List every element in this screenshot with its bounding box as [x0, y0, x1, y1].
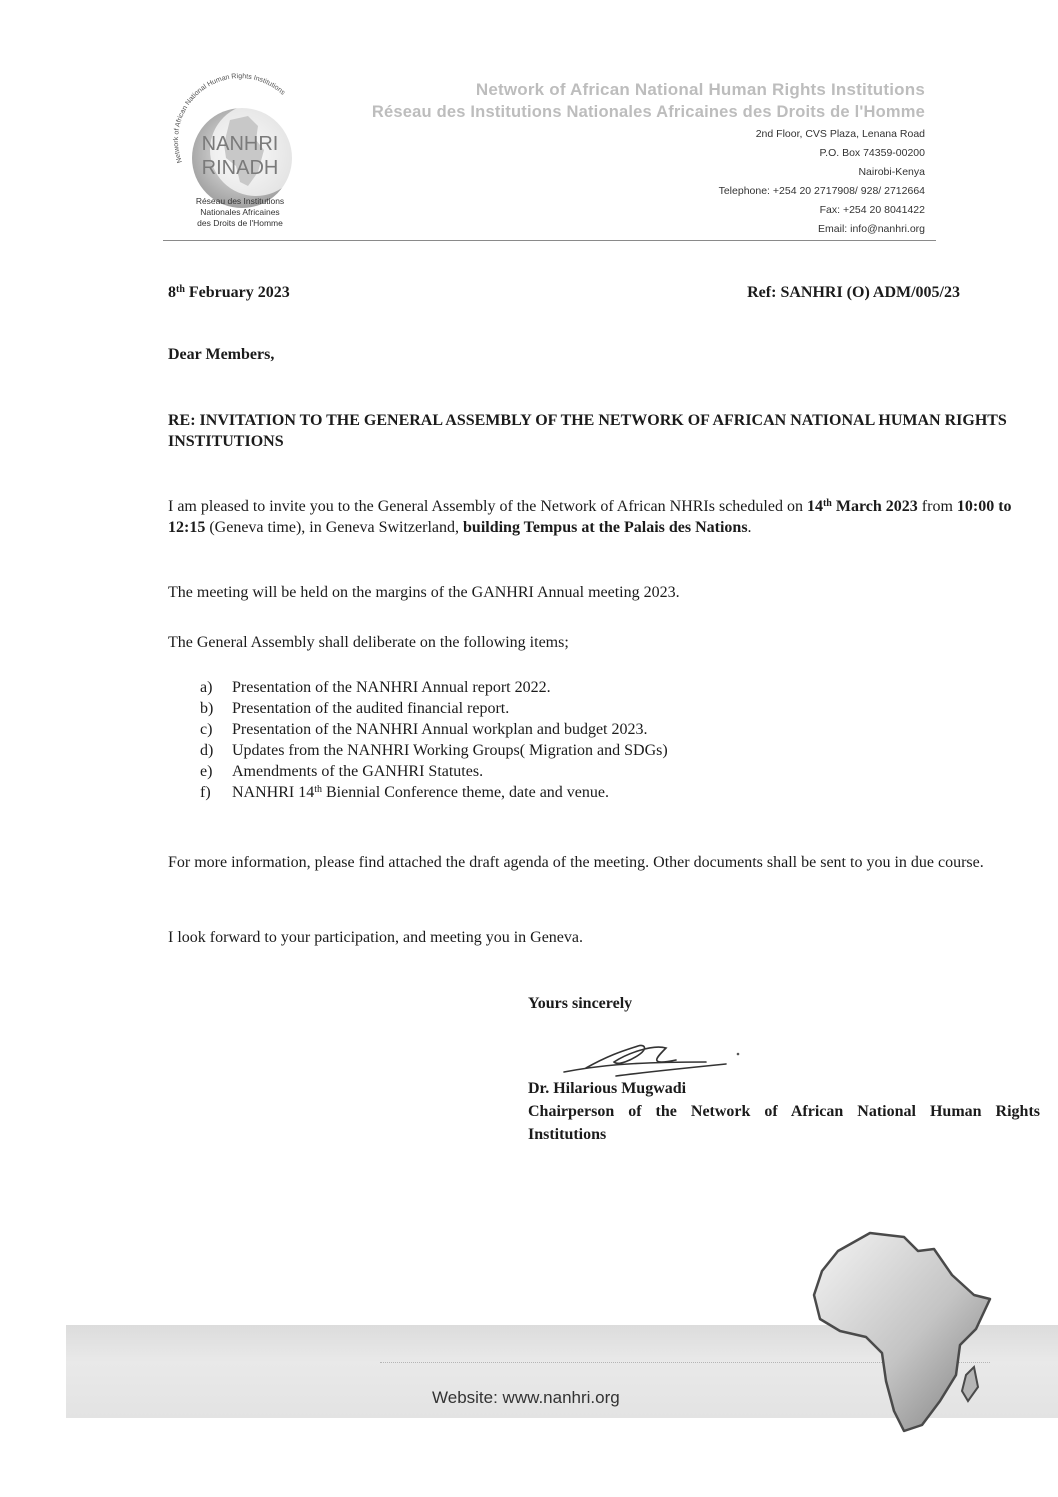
agenda-item: c) Presentation of the NANHRI Annual workplan and budget 2023. [200, 721, 648, 738]
agenda-item: b) Presentation of the audited financial report. [200, 700, 510, 717]
logo-arc-text: Network of African National Human Rights Institutions [172, 73, 287, 164]
complimentary-close: Yours sincerely [528, 995, 633, 1012]
letter-subject: RE: INVITATION TO THE GENERAL ASSEMBLY OF THE NETWORK OF AFRICAN NATIONAL HUMAN RIGHTS INSTITUTIONS [168, 412, 1007, 450]
agenda-list [200, 677, 900, 803]
agenda-item: d) Updates from the NANHRI Working Groups( Migration and SDGs) [200, 742, 668, 759]
paragraph-more-info: For more information, please find attached the draft agenda of the meeting. Other documents shall be sent to you in due course. [168, 854, 984, 871]
paragraph-items-intro: The General Assembly shall deliberate on the following items; [168, 634, 569, 651]
paragraph-margins: The meeting will be held on the margins of the GANHRI Annual meeting 2023. [168, 584, 680, 601]
agenda-item: a) Presentation of the NANHRI Annual report 2022. [200, 679, 551, 696]
letterhead-divider [163, 240, 936, 241]
logo-rinadh-text: RINADH [201, 157, 279, 179]
agenda-item: f) NANHRI 14th Biennial Conference theme, date and venue. [200, 784, 609, 801]
nanhri-logo [160, 70, 320, 240]
paragraph-invitation: I am pleased to invite you to the General Assembly of the Network of African NHRIs scheduled on 14th March 2023 from 10:00 to 12:15 (Geneva time), in Geneva Switzerland, building Tempus at the Palais des Nations. [168, 498, 1012, 536]
logo-caption-line: Nationales Africaines [200, 207, 280, 217]
org-name-english: Network of African National Human Rights Institutions [475, 80, 925, 99]
address-po-box: P.O. Box 74359-00200 [819, 147, 925, 159]
address-street: 2nd Floor, CVS Plaza, Lenana Road [755, 128, 925, 140]
logo-caption-line: des Droits de l'Homme [197, 218, 283, 228]
address-telephone: Telephone: +254 20 2717908/ 928/ 2712664 [718, 185, 925, 197]
signatory-name: Dr. Hilarious Mugwadi [528, 1080, 687, 1097]
letter-date: 8th February 2023 [168, 284, 290, 301]
logo-caption-line: Réseau des Institutions [195, 196, 285, 206]
org-name-french: Réseau des Institutions Nationales Africaines des Droits de l'Homme [371, 103, 925, 121]
handwritten-signature [556, 1032, 746, 1082]
logo-nanhri-text: NANHRI [201, 133, 279, 155]
paragraph-closing-remark: I look forward to your participation, and meeting you in Geneva. [168, 929, 583, 946]
footer-website: Website: www.nanhri.org [432, 1388, 620, 1407]
address-email: Email: info@nanhri.org [818, 223, 925, 235]
letter-reference: Ref: SANHRI (O) ADM/005/23 [747, 284, 960, 301]
address-city: Nairobi-Kenya [858, 166, 925, 178]
salutation: Dear Members, [168, 346, 275, 363]
address-fax: Fax: +254 20 8041422 [819, 204, 925, 216]
signatory-title: Chairperson of the Network of African National Human Rights Institutions [528, 1103, 1040, 1143]
africa-map-icon [800, 1225, 1000, 1440]
agenda-item: e) Amendments of the GANHRI Statutes. [200, 763, 484, 780]
